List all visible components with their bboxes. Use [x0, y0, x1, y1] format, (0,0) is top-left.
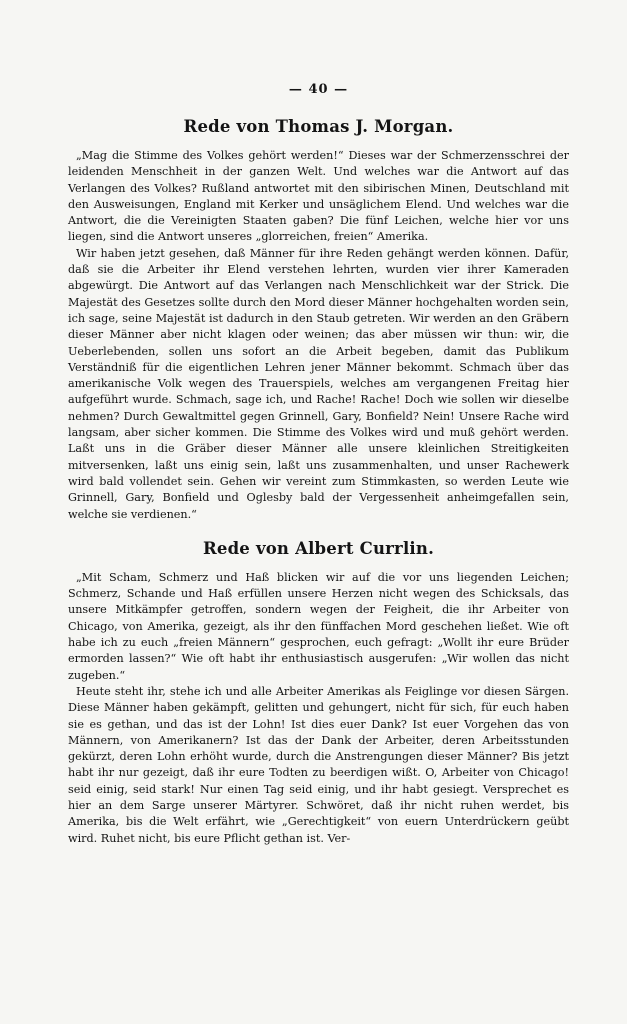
speech-paragraph: Wir haben jetzt gesehen, daß Männer für ihre Reden gehängt werden können. Dafür, daß sie die Arbeiter ihr Elend verstehen lehrten, wurden vier ihrer Kameraden abgewürgt. Die Antwort auf das Verlangen nach Menschlichkeit war der Strick. Die Majestät des Gesetzes sollte durch den Mord dieser Männer hochgehalten worden sein, ich sage, seine Majestät ist dadurch in den Staub getreten. Wir werden an den Gräbern dieser Männer aber nicht klagen oder weinen; das aber müssen wir thun: wir, die Ueberlebenden, sollen uns sofort an die Arbeit begeben, damit das Publikum Verständniß für die eigentlichen Lehren jener Männer bekommt. Schmach über das amerikanische Volk wegen des Trauerspiels, welches am vergangenen Freitag hier aufgeführt wurde. Schmach, sage ich, und Rache! Rache! Doch wie sollen wir dieselbe nehmen? Durch Gewaltmittel gegen Grinnell, Gary, Bonfield? Nein! Unsere Rache wird langsam, aber sicher kommen. Die Stimme des Volkes wird und muß gehört werden. Laßt uns in die Gräber dieser Männer alle unsere kleinlichen Streitigkeiten mitversenken, laßt uns einig sein, laßt uns zusammenhalten, und unser Rachewerk wird bald vollendet sein. Gehen wir vereint zum Stimmkasten, so werden Leute wie Grinnell, Gary, Bonfield und Oglesby bald der Vergessenheit anheimgefallen sein, welche sie verdienen.“	[68, 246, 569, 521]
page-number: — 40 —	[288, 82, 349, 97]
speech-title-morgan: Rede von Thomas J. Morgan.	[183, 117, 454, 136]
speech-paragraph: „Mit Scham, Schmerz und Haß blicken wir auf die vor uns liegenden Leichen; Schmerz, Schande und Haß erfüllen unsere Herzen nicht wegen des Schicksals, das unsere Mitkämpfer getroffen, sondern wegen der Feigheit, die ihr Arbeiter von Chicago, von Amerika, gezeigt, als ihr den fünffachen Mord geschehen ließet. Wie oft habe ich zu euch „freien Männern“ gesprochen, euch gefragt: „Wollt ihr eure Brüder ermorden lassen?“ Wie oft habt ihr enthusiastisch ausgerufen: „Wir wollen das nicht zugeben.“	[68, 570, 569, 682]
speech-title-currlin: Rede von Albert Currlin.	[202, 538, 435, 558]
speech-paragraph: „Mag die Stimme des Volkes gehört werden!“ Dieses war der Schmerzensschrei der leidenden Menschheit in der ganzen Welt. Und welches war die Antwort auf das Verlangen des Volkes? Rußland antwortet mit den sibirischen Minen, Deutschland mit den Ausweisungen, England mit Kerker und unsäglichem Elend. Und welches war die Antwort, die die Vereinigten Staaten gaben? Die fünf Leichen, welche hier vor uns liegen, sind die Antwort unseres „glorreichen, freien“ Amerika.	[68, 149, 569, 244]
speech-paragraph: Heute steht ihr, stehe ich und alle Arbeiter Amerikas als Feiglinge vor diesen Särgen. Diese Männer haben gekämpft, gelitten und gehungert, nicht für sich, für euch haben sie es gethan, und das ist der Lohn! Ist dies euer Dank? Ist euer Vorgehen das von Männern, von Amerikanern? Ist das der Dank der Arbeiter, deren Arbeitsstunden gekürzt, deren Lohn erhöht wurde, durch die Anstrengungen dieser Männer? Bis jetzt habt ihr nur gezeigt, daß ihr eure Todten zu beerdigen wißt. O, Arbeiter von Chicago! seid einig, seid stark! Nur einen Tag seid einig, und ihr habt gesiegt. Versprechet es hier an dem Sarge unserer Märtyrer. Schwöret, daß ihr nicht ruhen werdet, bis Amerika, bis die Welt erfährt, wie „Gerechtigkeit“ von euern Unterdrückern geübt wird. Ruhet nicht, bis eure Pflicht gethan ist. Ver-	[68, 684, 569, 845]
